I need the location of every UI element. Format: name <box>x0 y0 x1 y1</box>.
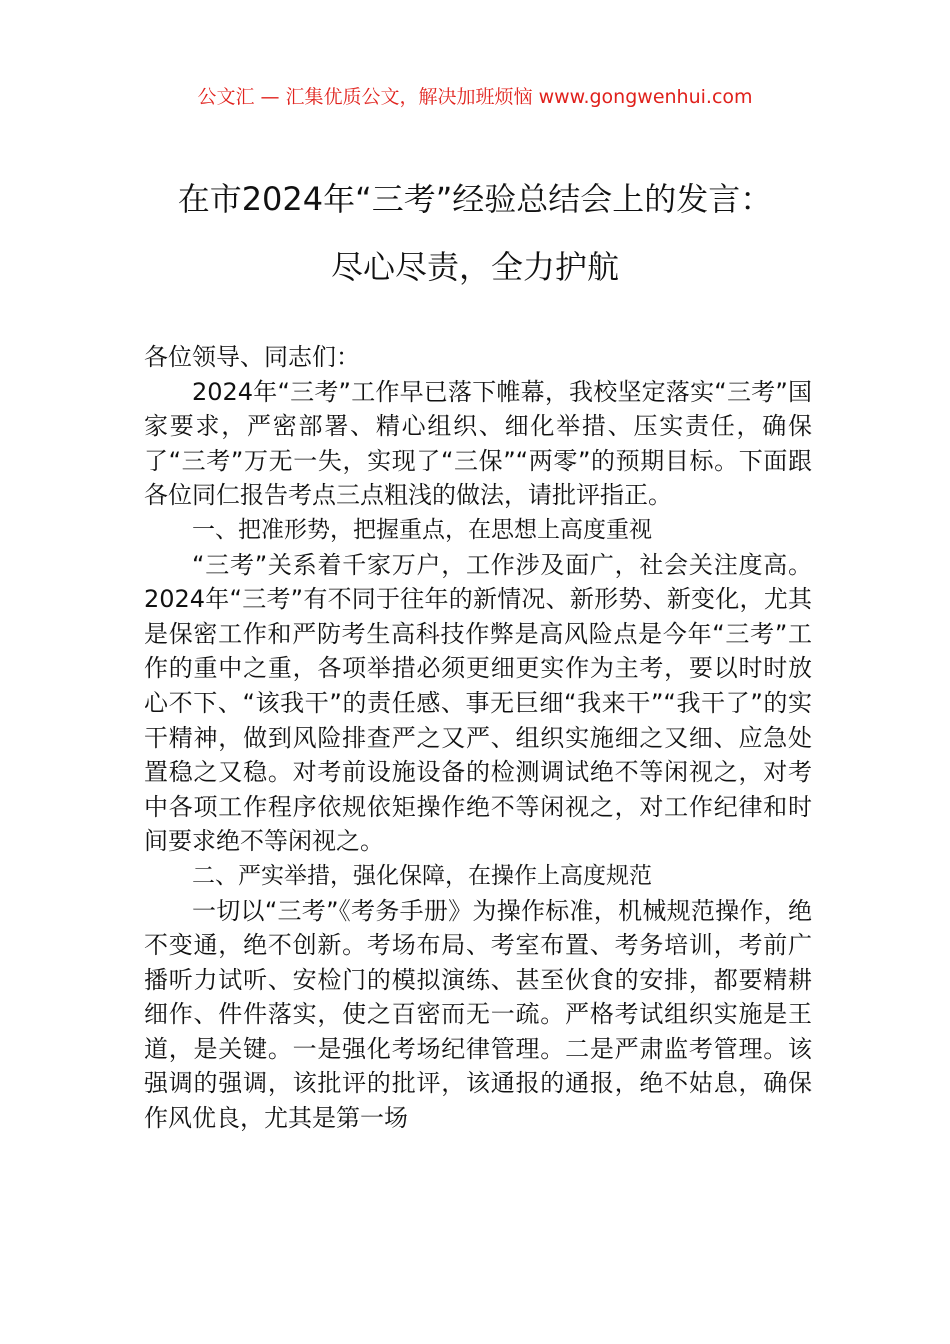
paragraph-section-2: 一切以“三考”《考务手册》为操作标准，机械规范操作，绝不变通，绝不创新。考场布局、考室布置、考务培训，考前广播听力试听、安检门的模拟演练、甚至伙食的安排，都要精耕细作、件件落实，使之百密而无一疏。严格考试组织实施是王道，是关键。一是强化考场纪律管理。二是严肃监考管理。该强调的强调，该批评的批评，该通报的通报，绝不姑息，确保作风优良，尤其是第一场 <box>144 896 812 1133</box>
section-heading-1: 一、把准形势，把握重点，在思想上高度重视 <box>192 516 652 543</box>
section-heading-2: 二、严实举措，强化保障，在操作上高度规范 <box>192 862 652 889</box>
salutation: 各位领导、同志们： <box>144 343 360 371</box>
paragraph-section-1: “三考”关系着千家万户，工作涉及面广，社会关注度高。2024年“三考”有不同于往年的新情况、新形势、新变化，尤其是保密工作和严防考生高科技作弊是高风险点是今年“三考”工作的重中之重，各项举措必须更细更实作为主考，要以时时放心不下、“该我干”的责任感、事无巨细“我来干”“我干了”的实干精神，做到风险排查严之又严、组织实施细之又细、应急处置稳之又稳。对考前设施设备的检测调试绝不等闲视之，对考中各项工作程序依规依矩操作绝不等闲视之，对工作纪律和时间要求绝不等闲视之。 <box>144 550 812 856</box>
paragraph-intro: 2024年“三考”工作早已落下帷幕，我校坚定落实“三考”国家要求，严密部署、精心组织、细化举措、压实责任，确保了“三考”万无一失，实现了“三保”“两零”的预期目标。下面跟各位同仁报告考点三点粗浅的做法，请批评指正。 <box>144 377 812 510</box>
document-title-line-1: 在市2024年“三考”经验总结会上的发言： <box>177 180 773 218</box>
document-body <box>144 340 812 1136</box>
header-banner: 公文汇 — 汇集优质公文，解决加班烦恼 www.gongwenhui.com <box>197 86 753 108</box>
document-title-line-2: 尽心尽责，全力护航 <box>330 248 619 286</box>
